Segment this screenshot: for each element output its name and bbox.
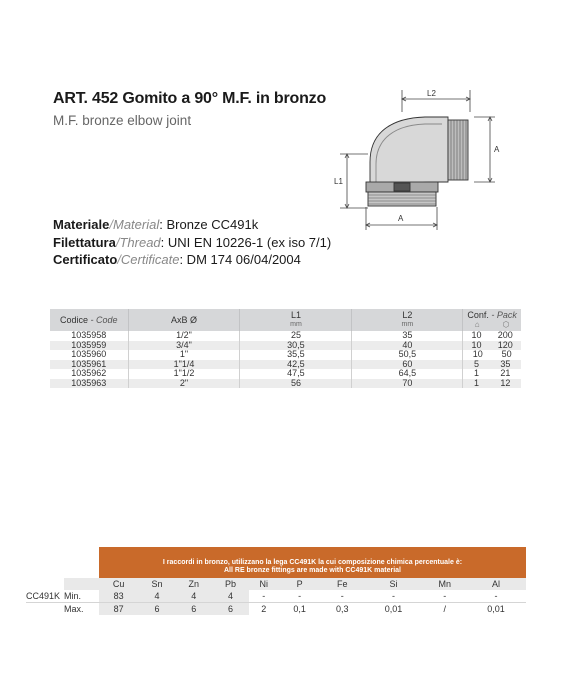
cell-l2: 70 [352,379,463,389]
cell-axb: 1/2" [128,331,240,341]
cell-pack: 12 [500,377,511,388]
cell-code: 1035963 [50,379,128,389]
cell-conf: 1 [474,368,480,379]
header-conf-pack: Conf. - Pack ⌂ ⬡ [463,309,521,331]
composition-header-row [26,578,526,590]
page-title: ART. 452 Gomito a 90° M.F. in bronzo [53,90,327,107]
cell-conf: 1 [474,377,480,388]
composition-value: - [466,590,526,603]
cell-l1: 30,5 [240,341,352,351]
cell-code: 1035961 [50,360,128,370]
composition-row [26,603,526,616]
cell-axb: 1" [128,350,240,360]
cell-code: 1035958 [71,330,107,341]
cell-pack: 50 [501,349,512,360]
product-table [50,309,521,388]
composition-table [26,578,526,615]
cell-l1: 25 [240,331,352,341]
composition-value: 6 [212,603,250,616]
cell-l2: 35 [352,331,463,341]
spec-list [53,216,331,269]
composition-row [26,590,526,603]
composition-value: 6 [176,603,212,616]
composition-value: - [249,590,278,603]
cell-pack: 21 [500,368,511,379]
composition-value: 6 [138,603,176,616]
composition-value: / [443,604,447,614]
composition-value: 4 [138,590,176,603]
alloy-label: CC491K [26,590,64,603]
composition-value: 4 [176,590,212,603]
element-header: Al [466,578,526,590]
cell-conf-pack [463,360,521,370]
composition-value: - [364,590,424,603]
table-row [50,331,521,341]
label-a-right: A [494,145,500,154]
composition-value: - [321,590,364,603]
spec-material: Materiale/Material: Bronze CC491k [53,217,259,232]
element-header: Pb [212,578,250,590]
product-table-header [50,309,521,331]
cell-pack: 200 [497,330,513,341]
composition-value: 0,01 [384,604,403,614]
composition-value: 0,1 [293,604,306,614]
spec-certificate: Certificato/Certificate: DM 174 06/04/2004 [53,252,301,267]
composition-value: - [278,590,321,603]
box-icon: ⌂ [474,320,480,329]
chemical-composition [26,547,526,615]
table-row [50,350,521,360]
cell-conf-pack [463,341,521,351]
element-header: P [278,578,321,590]
elbow-technical-drawing [330,82,510,234]
cell-conf: 10 [471,339,482,350]
cell-l2: 40 [352,341,463,351]
element-header: Mn [423,578,466,590]
cell-l1: 56 [240,379,352,389]
cell-l1: 47,5 [240,369,352,379]
element-header: Fe [321,578,364,590]
cell-code: 1035959 [50,341,128,351]
label-l1: L1 [334,177,343,186]
cell-axb: 3/4" [128,341,240,351]
composition-value: - [423,590,466,603]
spec-thread: Filettatura/Thread: UNI EN 10226-1 (ex iso 7/1) [53,234,332,250]
cell-code: 1035960 [71,349,107,360]
row-label: Max. [64,604,84,614]
cell-axb: 2" [128,379,240,389]
table-row [50,379,521,389]
composition-value: 0,01 [487,604,505,614]
cell-l2: 50,5 [352,350,463,360]
cell-conf-pack [463,369,521,379]
cell-pack: 35 [500,358,511,369]
cell-axb: 1"1/4 [128,360,240,370]
element-header: Si [364,578,424,590]
header-code: Codice - Code [50,309,128,331]
label-a-bottom: A [398,214,404,223]
label-l2: L2 [427,89,436,98]
cell-l2: 60 [352,360,463,370]
cell-axb: 1"1/2 [128,369,240,379]
header-axb: AxB Ø [128,309,240,331]
element-header: Ni [249,578,278,590]
header-l1: L1 mm [240,309,352,331]
pack-icon: ⬡ [502,320,510,329]
element-header: Cu [99,578,138,590]
composition-value: 4 [212,590,250,603]
element-header: Zn [176,578,212,590]
composition-value: 83 [99,590,138,603]
cell-conf: 10 [471,330,482,341]
page-subtitle: M.F. bronze elbow joint [53,113,192,128]
row-label: Min. [64,590,99,603]
cell-pack: 120 [497,339,513,350]
cell-conf-pack [463,379,521,389]
element-header: Sn [138,578,176,590]
cell-conf: 10 [472,349,483,360]
table-row [50,360,521,370]
composition-value: 0,3 [336,604,349,614]
header-l2: L2 mm [352,309,463,331]
composition-note: I raccordi in bronzo, utilizzano la lega CC491K la cui composizione chimica percentuale è: All RE bronze fittings are made with CC491K material [99,547,526,578]
composition-value: 2 [261,604,267,614]
table-row [50,341,521,351]
composition-value: 87 [99,603,138,616]
cell-l1: 35,5 [240,350,352,360]
table-row [50,369,521,379]
cell-code: 1035962 [71,368,107,379]
cell-l2: 64,5 [352,369,463,379]
cell-l1: 42,5 [240,360,352,370]
cell-conf-pack [463,350,521,360]
cell-conf: 5 [474,358,480,369]
